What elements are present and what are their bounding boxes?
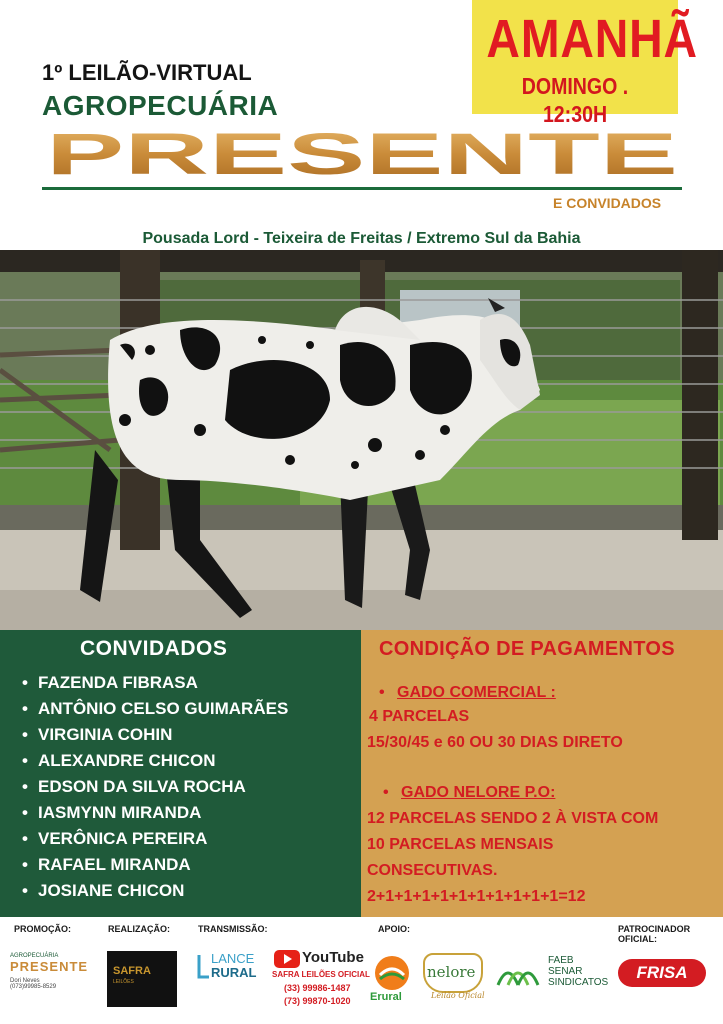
commercial-line2: 15/30/45 e 60 OU 30 DIAS DIRETO <box>367 734 623 751</box>
event-title: 1º LEILÃO-VIRTUAL <box>42 60 252 85</box>
erural-icon <box>374 955 410 991</box>
badge-time: DOMINGO . 12:30H <box>521 73 629 127</box>
label-realizacao: REALIZAÇÃO: <box>108 924 170 934</box>
nelore-title: GADO NELORE P.O: <box>401 784 556 801</box>
list-item: • ANTÔNIO CELSO GUIMARÃES <box>22 696 288 722</box>
list-item: • FAZENDA FIBRASA <box>22 670 288 696</box>
list-item: • RAFAEL MIRANDA <box>22 852 288 878</box>
frisa-logo: FRISA <box>618 959 706 987</box>
commercial-title: GADO COMERCIAL : <box>397 684 556 701</box>
bull-photo <box>0 250 723 630</box>
list-item: • VERÔNICA PEREIRA <box>22 826 288 852</box>
brand-rule <box>42 187 682 190</box>
list-item: • VIRGINIA COHIN <box>22 722 288 748</box>
badge-tomorrow: AMANHÃ <box>486 9 698 69</box>
date-badge <box>472 0 698 127</box>
guest-list <box>22 670 288 904</box>
commercial-line1: 4 PARCELAS <box>369 708 470 725</box>
commercial-bullet: • <box>379 684 390 701</box>
safra-logo: SAFRA LEILÕES <box>107 951 177 1007</box>
nelore-line1: 12 PARCELAS SENDO 2 À VISTA COM <box>367 810 659 827</box>
organizer-name: AGROPECUÁRIA <box>42 90 279 121</box>
youtube-icon <box>274 950 300 968</box>
brand-logo <box>42 128 682 182</box>
footer: PROMOÇÃO: REALIZAÇÃO: TRANSMISSÃO: APOIO: PATROCINADOR OFICIAL: AGROPECUÁRIA PRESENTE Dori Neves (073)99985-8529 SAFRA LEILÕES LANCE RURAL YouTube SAFRA LEILÕES OFICIAL (33) 99986-1487 (73) 99870-1020 Erural nelore Leilão Oficial FAEB SENAR SINDICATOS FRISA <box>0 917 723 1024</box>
faeb-icon <box>496 955 540 991</box>
nelore-line4: 2+1+1+1+1+1+1+1+1+1+1=12 <box>367 888 586 905</box>
payment-title: CONDIÇÃO DE PAGAMENTOS <box>379 638 675 660</box>
brand-text: PRESENTE <box>46 128 678 182</box>
lance-icon <box>197 953 211 979</box>
list-item: • JOSIANE CHICON <box>22 878 288 904</box>
location: Pousada Lord - Teixeira de Freitas / Extremo Sul da Bahia <box>142 230 581 247</box>
guests-panel <box>0 630 361 917</box>
header <box>0 0 723 250</box>
promo-logo: AGROPECUÁRIA PRESENTE Dori Neves (073)99985-8529 <box>10 953 89 990</box>
list-item: • ALEXANDRE CHICON <box>22 748 288 774</box>
payment-panel <box>361 630 723 917</box>
and-guests: E CONVIDADOS <box>553 195 662 211</box>
label-promocao: PROMOÇÃO: <box>14 924 71 934</box>
list-item: • IASMYNN MIRANDA <box>22 800 288 826</box>
guests-title: CONVIDADOS <box>80 637 228 660</box>
list-item: • EDSON DA SILVA ROCHA <box>22 774 288 800</box>
nelore-bullet: • <box>383 784 394 801</box>
nelore-line2: 10 PARCELAS MENSAIS <box>367 836 554 853</box>
nelore-line3: CONSECUTIVAS. <box>367 862 498 879</box>
label-transmissao: TRANSMISSÃO: <box>198 924 268 934</box>
label-patrocinador: PATROCINADOR OFICIAL: <box>618 924 691 944</box>
label-apoio: APOIO: <box>378 924 411 934</box>
